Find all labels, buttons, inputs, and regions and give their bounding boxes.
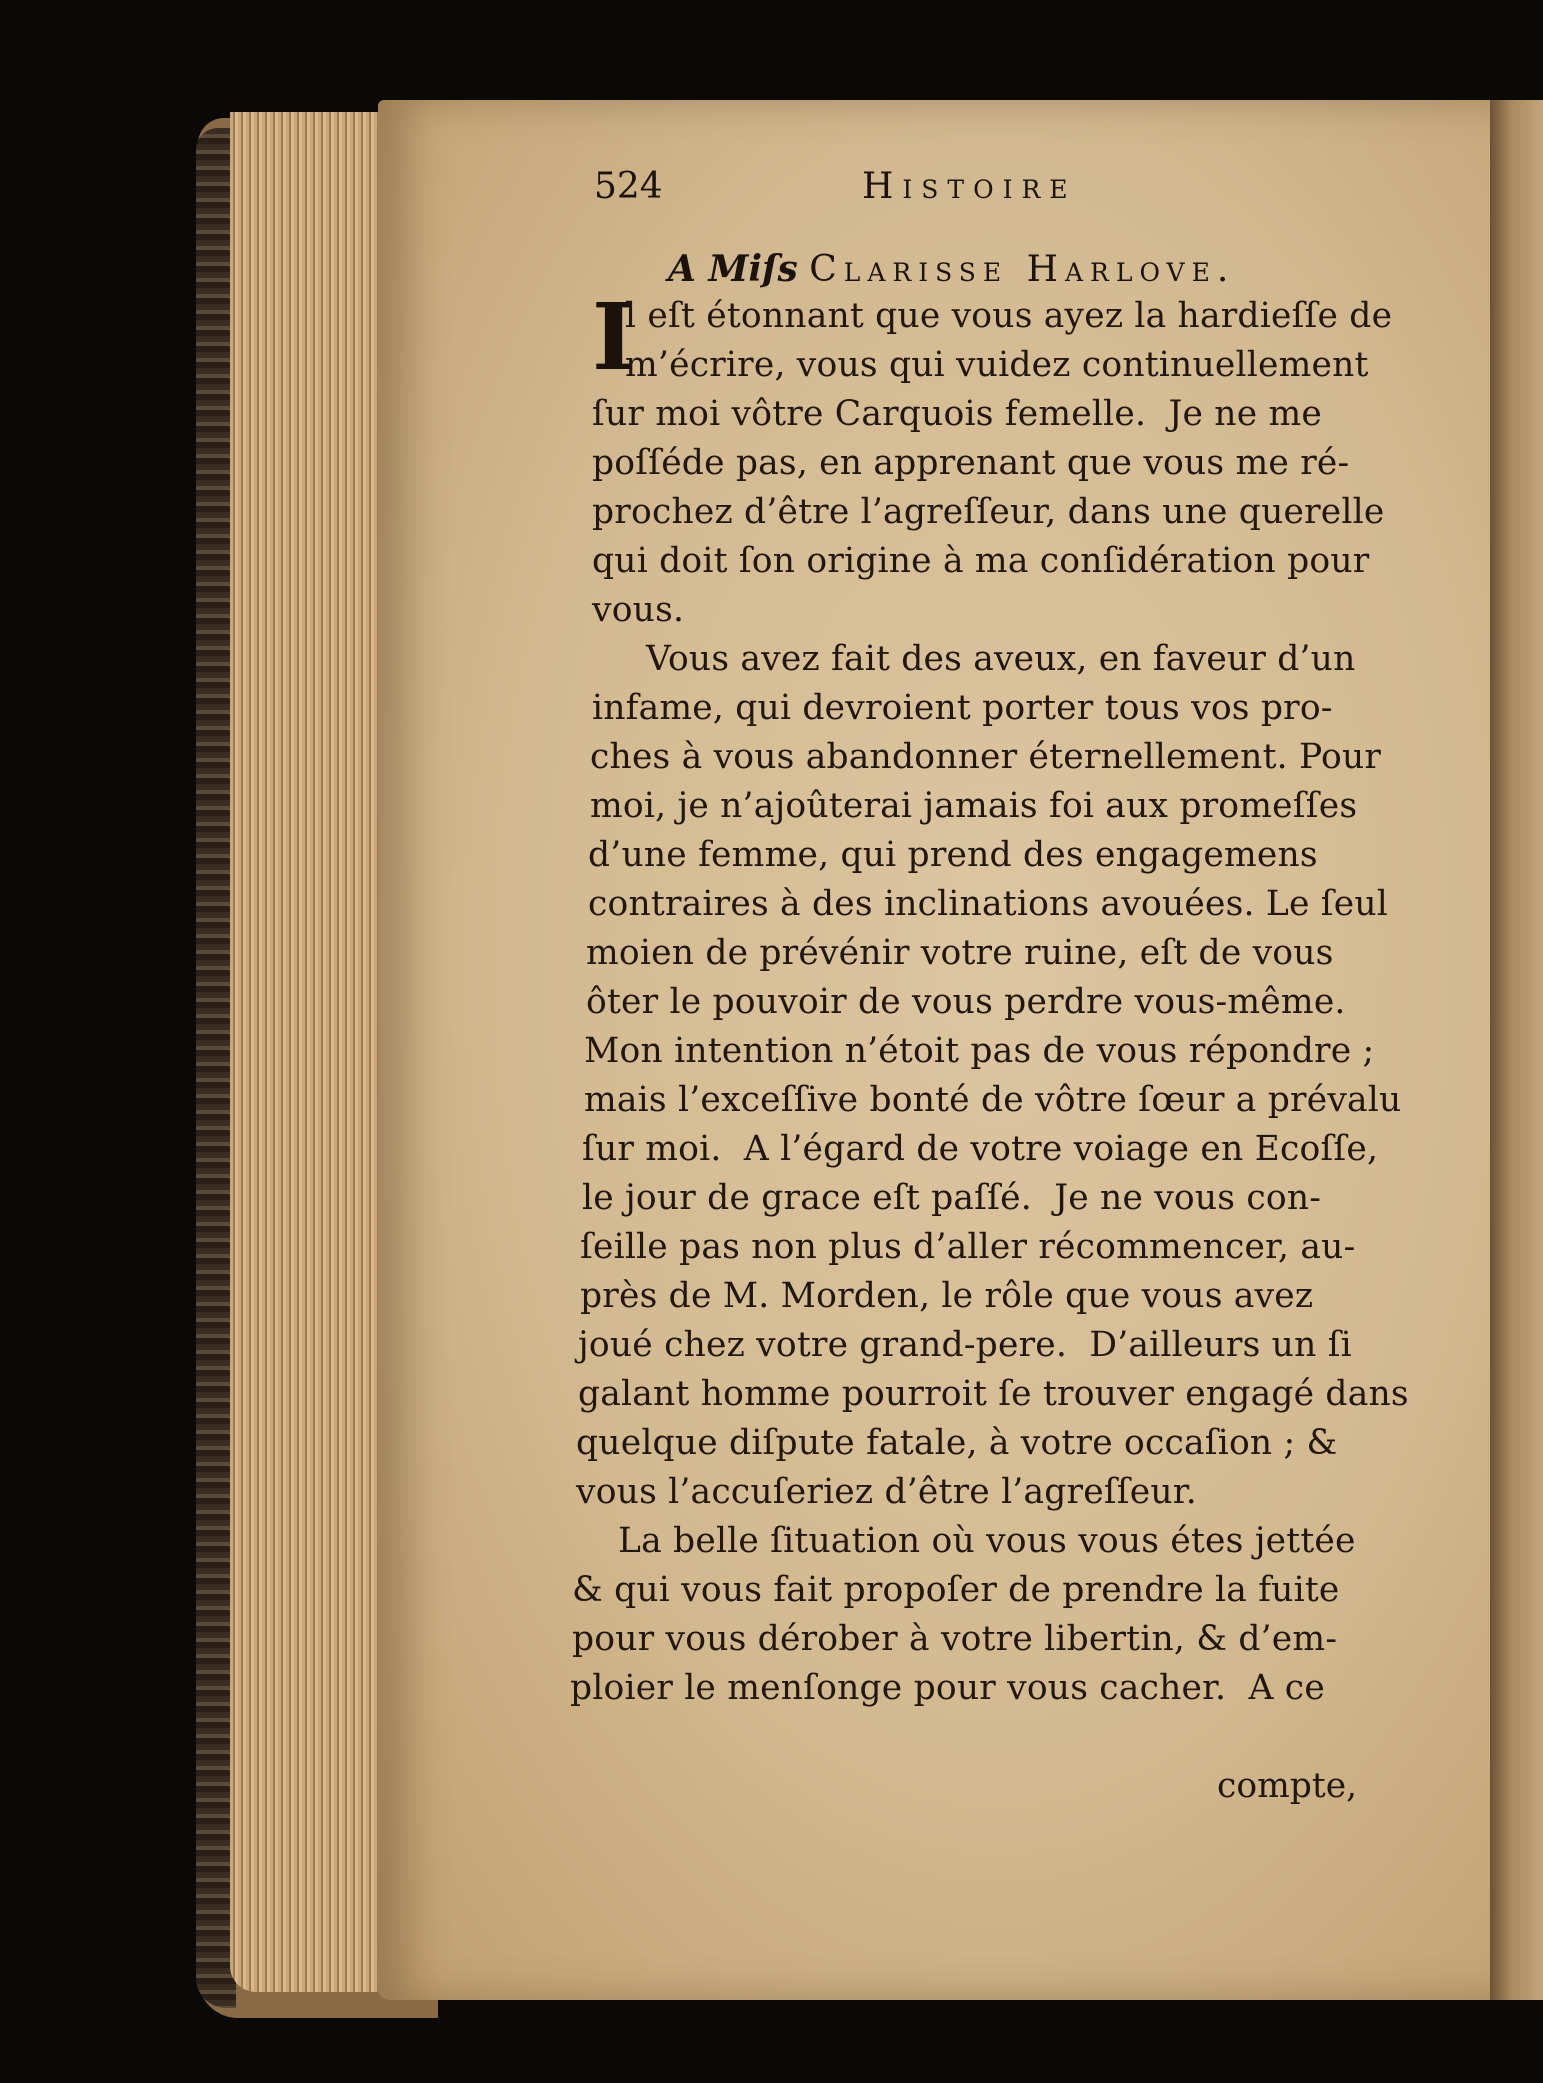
text-line: infame, qui devroient porter tous vos pro- bbox=[592, 688, 1333, 728]
text-line: prochez d’être l’agreſſeur, dans une querelle bbox=[592, 492, 1385, 532]
catchword: compte, bbox=[1217, 1766, 1358, 1806]
text-line: ôter le pouvoir de vous perdre vous-même. bbox=[586, 982, 1346, 1022]
text-line: ches à vous abandonner éternellement. Pour bbox=[590, 737, 1382, 777]
facing-page-edge bbox=[1490, 100, 1543, 2000]
text-line: ſur moi. A l’égard de votre voiage en Ecoſſe, bbox=[582, 1129, 1379, 1169]
text-line: galant homme pourroit ſe trouver engagé dans bbox=[578, 1374, 1409, 1414]
text-line: ſeille pas non plus d’aller récommencer, au- bbox=[580, 1227, 1356, 1267]
text-line: vous l’accuſeriez d’être l’agreſſeur. bbox=[576, 1472, 1197, 1512]
text-line: d’une femme, qui prend des engagemens bbox=[588, 835, 1318, 875]
text-line: m’écrire, vous qui vuidez continuellement bbox=[625, 345, 1369, 385]
salutation-to: A Miſs bbox=[668, 248, 798, 290]
letter-salutation bbox=[668, 248, 1428, 290]
text-line: pour vous dérober à votre libertin, & d’em- bbox=[572, 1619, 1338, 1659]
text-line: ſur moi vôtre Carquois femelle. Je ne me bbox=[592, 394, 1323, 434]
text-line: vous. bbox=[592, 590, 685, 630]
text-line: joué chez votre grand-pere. D’ailleurs un ſi bbox=[578, 1325, 1352, 1365]
text-line: Mon intention n’étoit pas de vous répondre ; bbox=[584, 1031, 1375, 1071]
drop-cap: I bbox=[592, 283, 636, 391]
text-line: moi, je n’ajoûterai jamais foi aux promeſſes bbox=[590, 786, 1358, 826]
text-line: ploier le menſonge pour vous cacher. A ce bbox=[570, 1668, 1325, 1708]
text-line: La belle ſituation où vous vous étes jettée bbox=[618, 1521, 1356, 1561]
text-line: mais l’exceſſive bonté de vôtre ſœur a prévalu bbox=[584, 1080, 1402, 1120]
text-line: quelque diſpute fatale, à votre occaſion ; & bbox=[576, 1423, 1338, 1463]
text-line: moien de prévénir votre ruine, eſt de vous bbox=[586, 933, 1334, 973]
salutation-name: Clarisse Harlove. bbox=[809, 249, 1236, 290]
running-title: Histoire bbox=[862, 166, 1077, 207]
page-number: 524 bbox=[594, 166, 663, 207]
text-line: qui doit ſon origine à ma conſidération pour bbox=[592, 541, 1370, 581]
text-line: l eſt étonnant que vous ayez la hardieſſe de bbox=[625, 296, 1393, 336]
text-line: près de M. Morden, le rôle que vous avez bbox=[580, 1276, 1314, 1316]
text-line: contraires à des inclinations avouées. Le ſeul bbox=[588, 884, 1389, 924]
text-line: le jour de grace eſt paſſé. Je ne vous con- bbox=[582, 1178, 1322, 1218]
text-line: poſſéde pas, en apprenant que vous me ré- bbox=[592, 443, 1350, 483]
text-line: & qui vous fait propoſer de prendre la fuite bbox=[572, 1570, 1340, 1610]
page-header bbox=[594, 166, 1154, 216]
text-line: Vous avez fait des aveux, en faveur d’un bbox=[646, 639, 1356, 679]
